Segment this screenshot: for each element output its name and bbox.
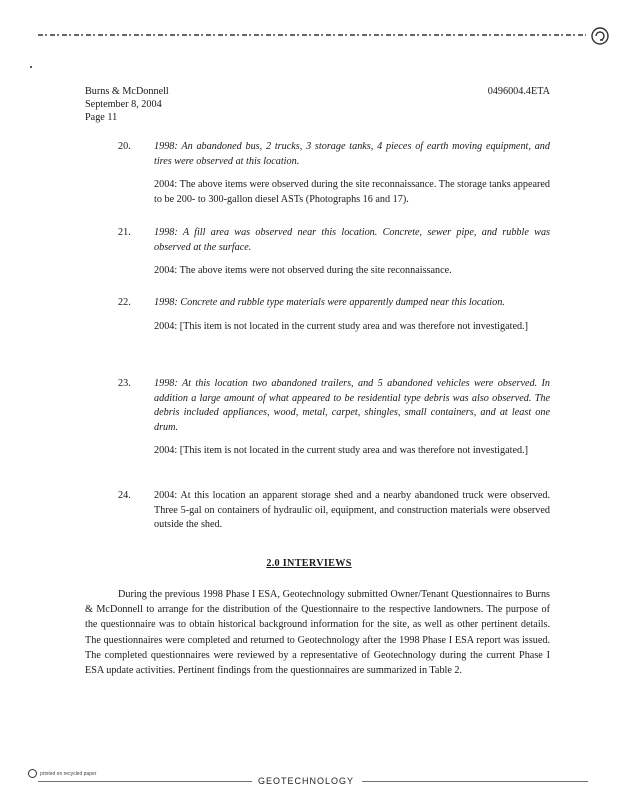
- observation-2004: 2004: [This item is not located in the current study area and was therefore not investigated.]: [154, 320, 528, 332]
- item-number: 20.: [118, 141, 131, 152]
- footer-rule-right: [362, 781, 588, 782]
- project-reference: 0496004.4ETA: [487, 86, 550, 97]
- list-item-24: [118, 489, 550, 533]
- item-number: 23.: [118, 378, 131, 389]
- observation-1998: 1998: A fill area was observed near this location. Concrete, sewer pipe, and rubble was observed at the surface.: [154, 227, 550, 253]
- observation-2004: 2004: The above items were not observed during the site reconnaissance.: [154, 265, 452, 276]
- observation-1998: 1998: An abandoned bus, 2 trucks, 3 storage tanks, 4 pieces of earth moving equipment, and tires were observed at this location.: [154, 141, 550, 167]
- item-number: 22.: [118, 297, 131, 308]
- list-item-22: [118, 296, 550, 334]
- company-name: Burns & McDonnell: [85, 86, 169, 97]
- footer-recycled-note: [28, 767, 96, 782]
- list-item-21: [118, 226, 550, 279]
- page-number: Page 11: [85, 112, 118, 123]
- geotechnology-logo-icon: [590, 26, 610, 46]
- footer-brand: GEOTECHNOLOGY: [258, 776, 355, 786]
- recycle-icon: [28, 769, 37, 778]
- scan-speck: [30, 66, 32, 68]
- list-item-20: [118, 140, 550, 207]
- footer-rule-left: [38, 781, 252, 782]
- observation-1998: 1998: Concrete and rubble type materials were apparently dumped near this location.: [154, 297, 505, 308]
- item-number: 24.: [118, 490, 131, 501]
- top-header-rule: [38, 34, 586, 36]
- observation-2004: 2004: [This item is not located in the current study area and was therefore not investigated.]: [154, 445, 528, 456]
- footer-left-text: printed on recycled paper: [40, 771, 97, 777]
- interviews-paragraph: During the previous 1998 Phase I ESA, Geotechnology submitted Owner/Tenant Questionnaires to Burns & McDonnell to arrange for the distribution of the Questionnaire to the respective landowners. The purpose of the questionnaire was to obtain historical background information for the site, as well as other pertinent details. The questionnaires were completed and returned to Geotechnology after the 1998 Phase I ESA report was issued. The completed questionnaires were reviewed by a representative of Geotechnology during the current Phase I ESA update activities. Pertinent findings from the questionnaires are summarized in Table 2.: [85, 589, 550, 677]
- section-heading: 2.0 INTERVIEWS: [266, 558, 352, 569]
- report-date: September 8, 2004: [85, 99, 162, 110]
- observation-1998: 1998: At this location two abandoned trailers, and 5 abandoned vehicles were observed. In addition a large amount of what appeared to be residential type debris was also observed. The debris included appliances, wood, metal, carpet, shingles, small containers, and at least one drum.: [154, 378, 550, 433]
- page-header: [85, 85, 550, 124]
- list-item-23: [118, 377, 550, 459]
- item-number: 21.: [118, 227, 131, 238]
- observation-2004: 2004: The above items were observed during the site reconnaissance. The storage tanks appeared to be 200- to 300-gallon diesel ASTs (Photographs 16 and 17).: [154, 179, 550, 205]
- observation-2004: 2004: At this location an apparent storage shed and a nearby abandoned truck were observed. Three 5-gal on containers of hydraulic oil, equipment, and construction materials were observed outside the shed.: [154, 490, 550, 530]
